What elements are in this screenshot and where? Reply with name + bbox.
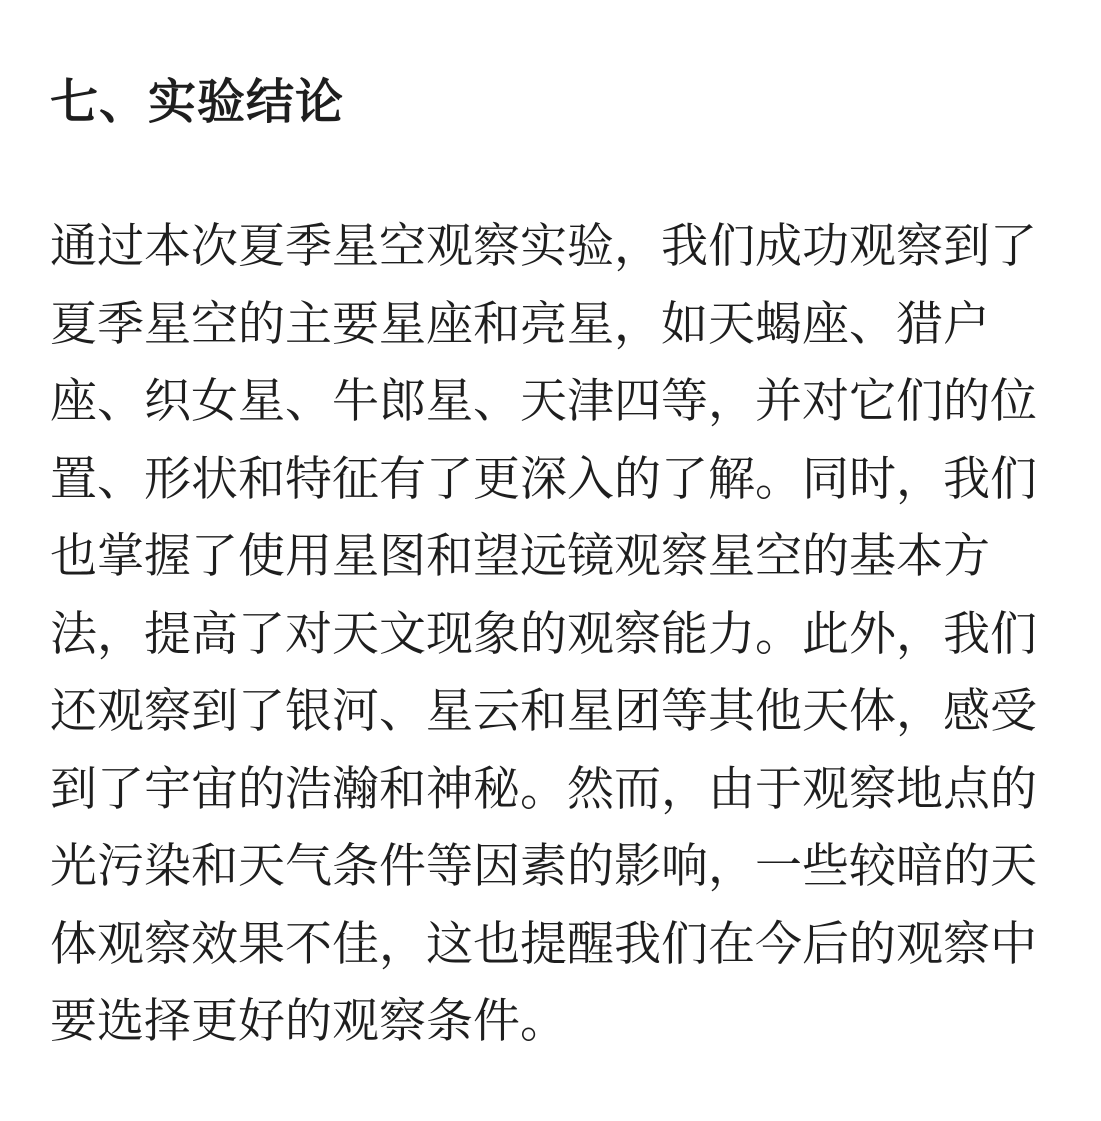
paragraph-line: 到了宇宙的浩瀚和神秘。然而，由于观察地点的 <box>50 761 1037 817</box>
paragraph-line: 座、织女星、牛郎星、天津四等，并对它们的位 <box>50 374 1037 429</box>
paragraph-line: 也掌握了使用星图和望远镜观察星空的基本方 <box>50 529 990 584</box>
paragraph-line: 光污染和天气条件等因素的影响，一些较暗的天 <box>50 839 1037 894</box>
paragraph-line: 夏季星空的主要星座和亮星，如天蝎座、猎户 <box>50 296 990 352</box>
paragraph-line: 置、形状和特征有了更深入的了解。同时，我们 <box>50 451 1037 507</box>
conclusion-paragraph <box>50 208 1090 1061</box>
section-heading: 七、实验结论 <box>50 74 345 130</box>
paragraph-line: 还观察到了银河、星云和星团等其他天体，感受 <box>50 684 1037 739</box>
paragraph-line: 要选择更好的观察条件。 <box>50 994 567 1049</box>
paragraph-line: 法，提高了对天文现象的观察能力。此外，我们 <box>50 606 1037 662</box>
paragraph-line: 体观察效果不佳，这也提醒我们在今后的观察中 <box>50 916 1037 972</box>
paragraph-line: 通过本次夏季星空观察实验，我们成功观察到了 <box>50 219 1037 274</box>
